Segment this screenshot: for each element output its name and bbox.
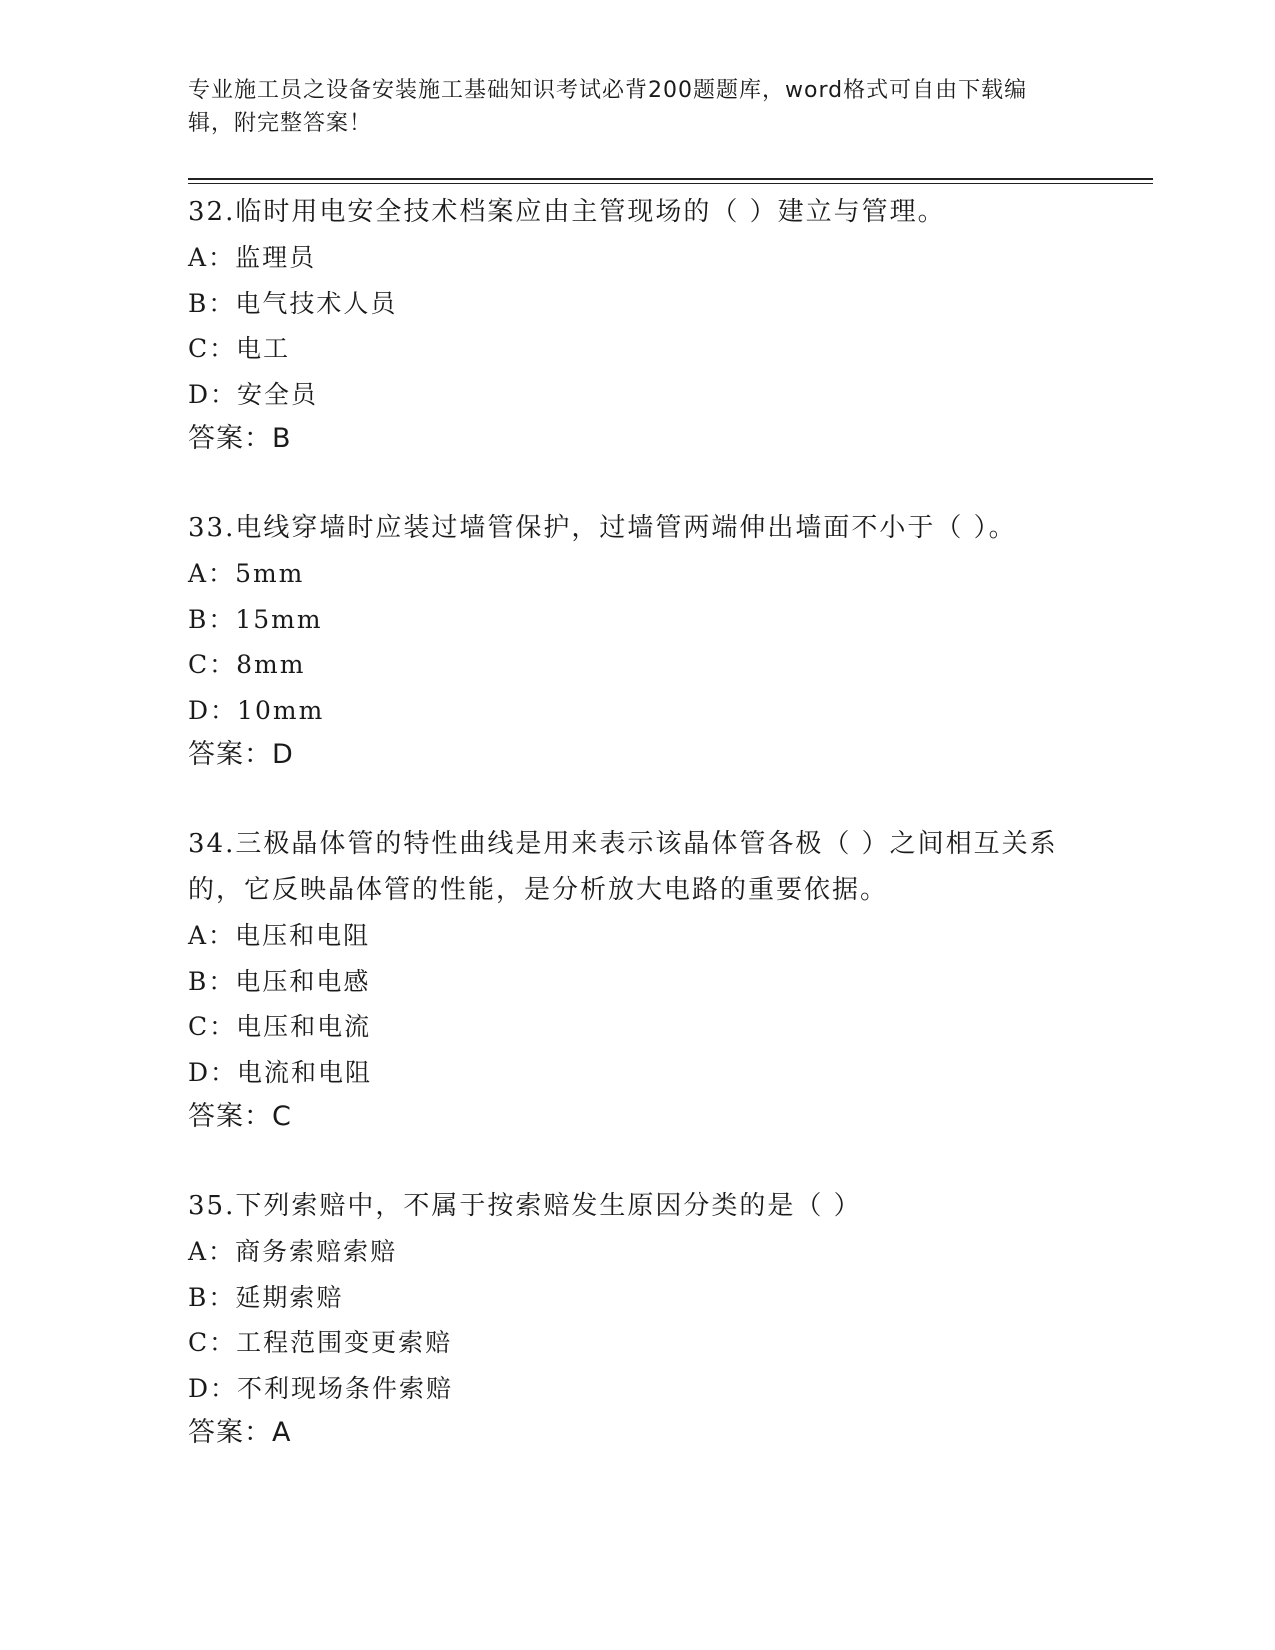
option-letter: B： — [188, 1282, 236, 1312]
option-a — [188, 235, 1068, 281]
option-text: 工程范围变更索赔 — [236, 1328, 453, 1357]
answer-line: 答案：C — [188, 1101, 292, 1132]
option-b — [188, 597, 1068, 643]
question-item — [188, 1183, 1068, 1455]
option-text: 10mm — [237, 695, 325, 725]
question-stem: 33.电线穿墙时应装过墙管保护，过墙管两端伸出墙面不小于（ ）。 — [188, 513, 1017, 543]
option-b — [188, 281, 1068, 327]
option-letter: D： — [188, 1057, 238, 1087]
option-b — [188, 1275, 1068, 1321]
question-list — [188, 189, 1068, 1499]
option-c — [188, 1320, 1068, 1366]
option-b — [188, 959, 1068, 1005]
option-letter: A： — [188, 1237, 236, 1266]
question-item — [188, 505, 1068, 777]
option-letter: A： — [188, 559, 236, 588]
option-text: 延期索赔 — [235, 1282, 344, 1312]
option-letter: B： — [188, 288, 236, 318]
question-stem: 34.三极晶体管的特性曲线是用来表示该晶体管各极（ ）之间相互关系的，它反映晶体管的性能，是分析放大电路的重要依据。 — [188, 829, 1058, 905]
header-divider-thin — [188, 183, 1153, 184]
option-text: 商务索赔索赔 — [235, 1237, 398, 1266]
option-text: 电流和电阻 — [237, 1057, 373, 1087]
option-text: 不利现场条件索赔 — [237, 1373, 454, 1403]
option-d — [188, 1366, 1068, 1412]
question-item — [188, 821, 1068, 1139]
option-text: 电工 — [236, 334, 291, 363]
option-letter: D： — [188, 379, 238, 409]
answer-line: 答案：B — [188, 423, 292, 454]
option-letter: A： — [188, 243, 236, 272]
option-text: 15mm — [235, 604, 323, 634]
option-c — [188, 642, 1068, 688]
option-letter: A： — [188, 921, 236, 950]
option-text: 电压和电阻 — [235, 921, 371, 950]
answer-line: 答案：D — [188, 739, 294, 770]
option-a — [188, 551, 1068, 597]
option-letter: D： — [188, 1373, 238, 1403]
document-header: 专业施工员之设备安装施工基础知识考试必背200题题库，word格式可自由下载编辑，附完整答案！ — [188, 78, 1028, 136]
option-d — [188, 1050, 1068, 1096]
question-item — [188, 189, 1068, 461]
option-d — [188, 372, 1068, 418]
option-letter: D： — [188, 695, 238, 725]
option-text: 电压和电感 — [235, 966, 371, 996]
option-a — [188, 913, 1068, 959]
option-letter: C： — [188, 1328, 237, 1357]
option-text: 5mm — [235, 559, 305, 588]
option-c — [188, 326, 1068, 372]
answer-line: 答案：A — [188, 1417, 292, 1448]
option-letter: B： — [188, 604, 236, 634]
option-a — [188, 1229, 1068, 1275]
option-letter: C： — [188, 650, 237, 679]
option-text: 监理员 — [235, 243, 317, 272]
option-text: 电压和电流 — [236, 1012, 372, 1041]
option-letter: C： — [188, 334, 237, 363]
question-stem: 35.下列索赔中，不属于按索赔发生原因分类的是（ ） — [188, 1191, 862, 1221]
option-letter: C： — [188, 1012, 237, 1041]
option-text: 8mm — [236, 650, 306, 679]
header-divider-thick — [188, 178, 1153, 180]
option-letter: B： — [188, 966, 236, 996]
option-d — [188, 688, 1068, 734]
option-text: 电气技术人员 — [235, 288, 398, 318]
option-text: 安全员 — [237, 379, 319, 409]
option-c — [188, 1004, 1068, 1050]
question-stem: 32.临时用电安全技术档案应由主管现场的（ ）建立与管理。 — [188, 197, 946, 227]
